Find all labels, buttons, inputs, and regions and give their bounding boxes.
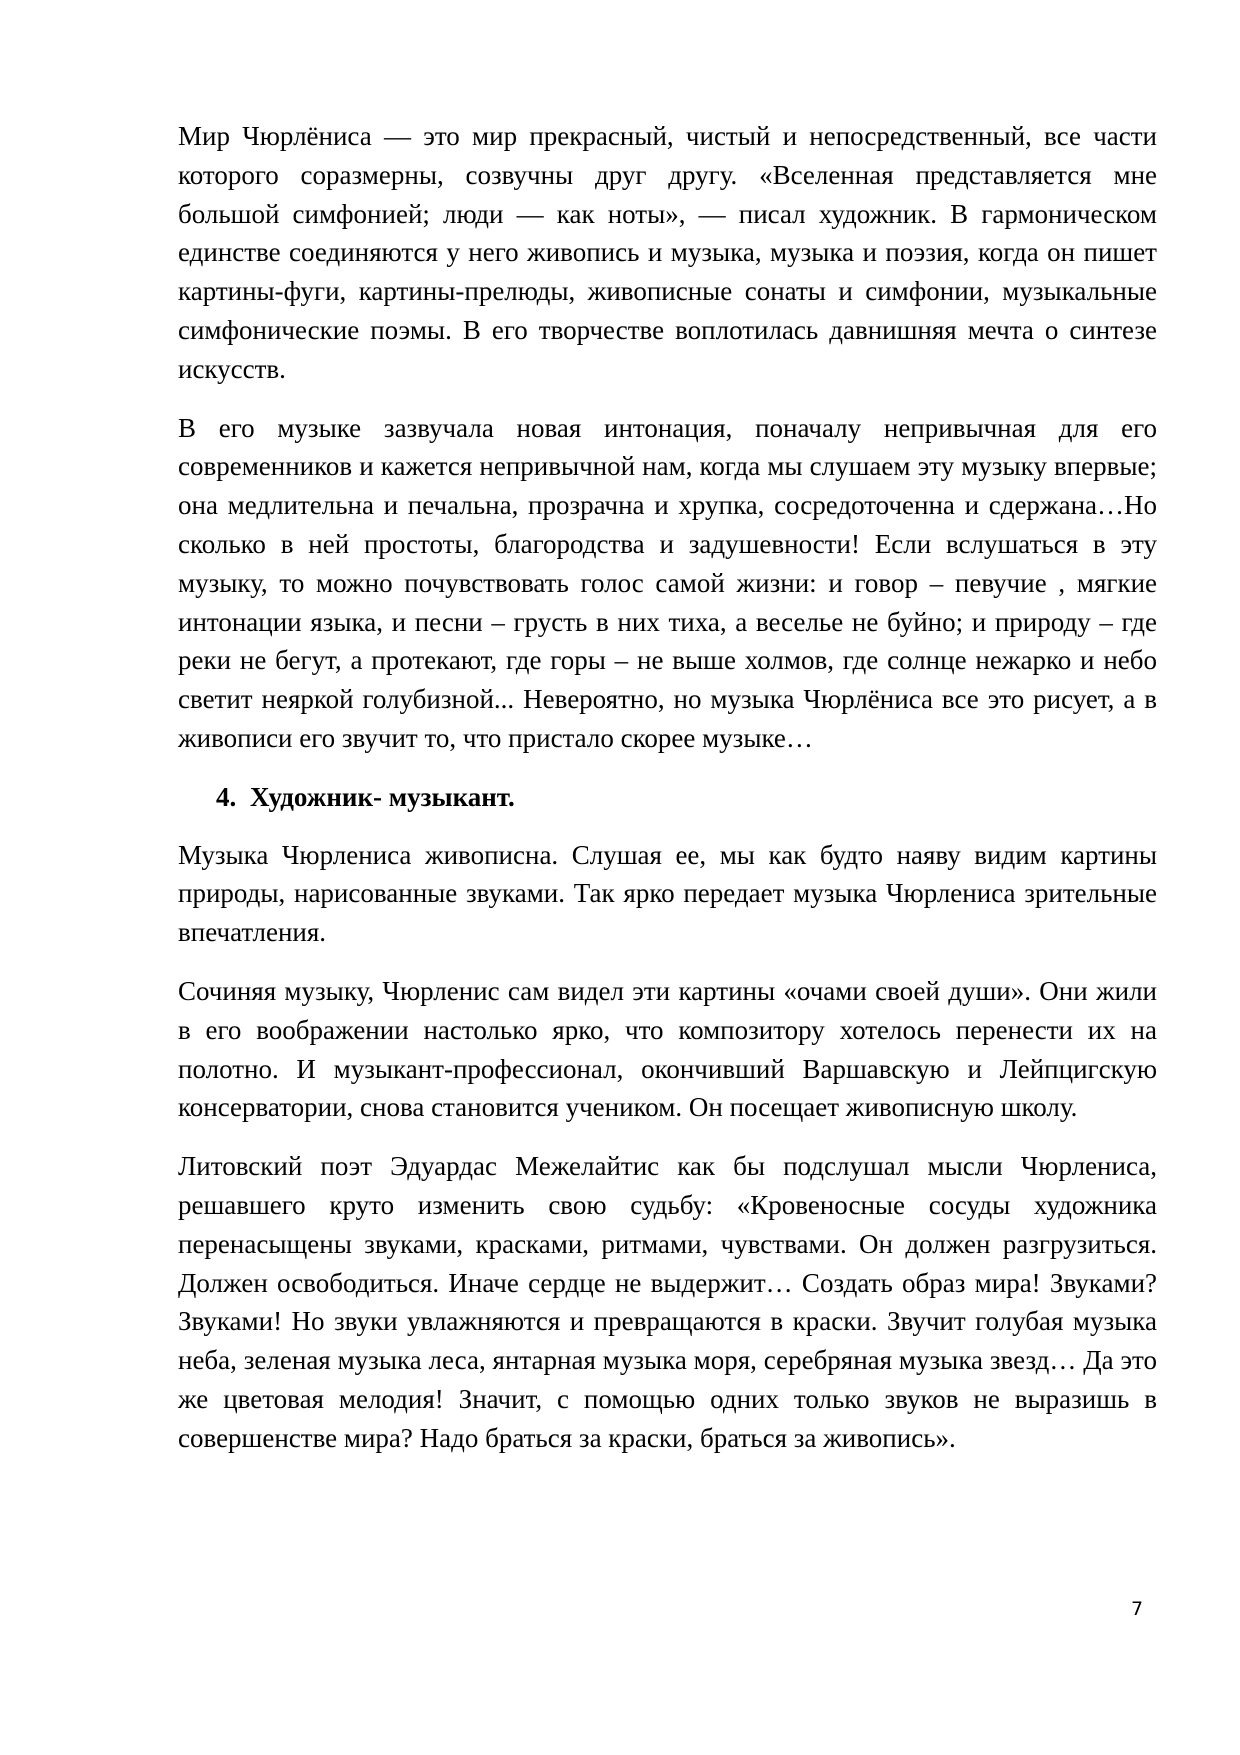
page-number: 7 bbox=[1131, 1598, 1144, 1620]
page-body bbox=[178, 117, 1157, 1478]
paragraph-mezelaitis-quote: Литовский поэт Эдуардас Межелайтис как бы подслушал мысли Чюрлениса, решавшего круто изменить свою судьбу: «Кровеносные сосуды художника перенасыщены звуками, красками, ритмами, чувствами. Он должен разгрузиться. Должен освободиться. Иначе сердце не выдержит… Создать образ мира! Звуками? Звуками! Но звуки увлажняются и превращаются в краски. Звучит голубая музыка неба, зеленая музыка леса, янтарная музыка моря, серебряная музыка звезд… Да это же цветовая мелодия! Значит, с помощью одних только звуков не выразишь в совершенстве мира? Надо браться за краски, браться за живопись». bbox=[178, 1151, 1157, 1453]
section-title: Художник- музыкант. bbox=[250, 781, 515, 812]
paragraph-composing-music: Сочиняя музыку, Чюрленис сам видел эти картины «очами своей души». Они жили в его воображении настолько ярко, что композитору хотелось перенести их на полотно. И музыкант-профессионал, окончивший Варшавскую и Лейпцигскую консерватории, снова становится учеником. Он посещает живописную школу. bbox=[178, 975, 1157, 1123]
paragraph-world-of-ciurlionis: Мир Чюрлёниса — это мир прекрасный, чистый и непосредственный, все части которого соразмерны, созвучны друг другу. «Вселенная представляется мне большой симфонией; люди — как ноты», — писал художник. В гармоническом единстве соединяются у него живопись и музыка, музыка и поэзия, когда он пишет картины-фуги, картины-прелюды, живописные сонаты и симфонии, музыкальные симфонические поэмы. В его творчестве воплотилась давнишняя мечта о синтезе искусств. bbox=[178, 121, 1157, 384]
paragraph-music-picturesque: Музыка Чюрлениса живописна. Слушая ее, мы как будто наяву видим картины природы, нарисованные звуками. Так ярко передает музыка Чюрлениса зрительные впечатления. bbox=[178, 839, 1157, 948]
paragraph-new-intonation: В его музыке зазвучала новая интонация, поначалу непривычная для его современников и кажется непривычной нам, когда мы слушаем эту музыку впервые; она медлительна и печальна, прозрачна и хрупка, сосредоточенна и сдержана…Но сколько в ней простоты, благородства и задушевности! Если вслушаться в эту музыку, то можно почувствовать голос самой жизни: и говор – певучие , мягкие интонации языка, и песни – грусть в них тиха, а веселье не буйно; и природу – где реки не бегут, а протекают, где горы – не выше холмов, где солнце нежарко и небо светит неяркой голубизной... Невероятно, но музыка Чюрлёниса все это рисует, а в живописи его звучит то, что пристало скорее музыке… bbox=[178, 412, 1157, 753]
section-heading bbox=[178, 778, 1157, 817]
section-number: 4. bbox=[216, 781, 237, 812]
